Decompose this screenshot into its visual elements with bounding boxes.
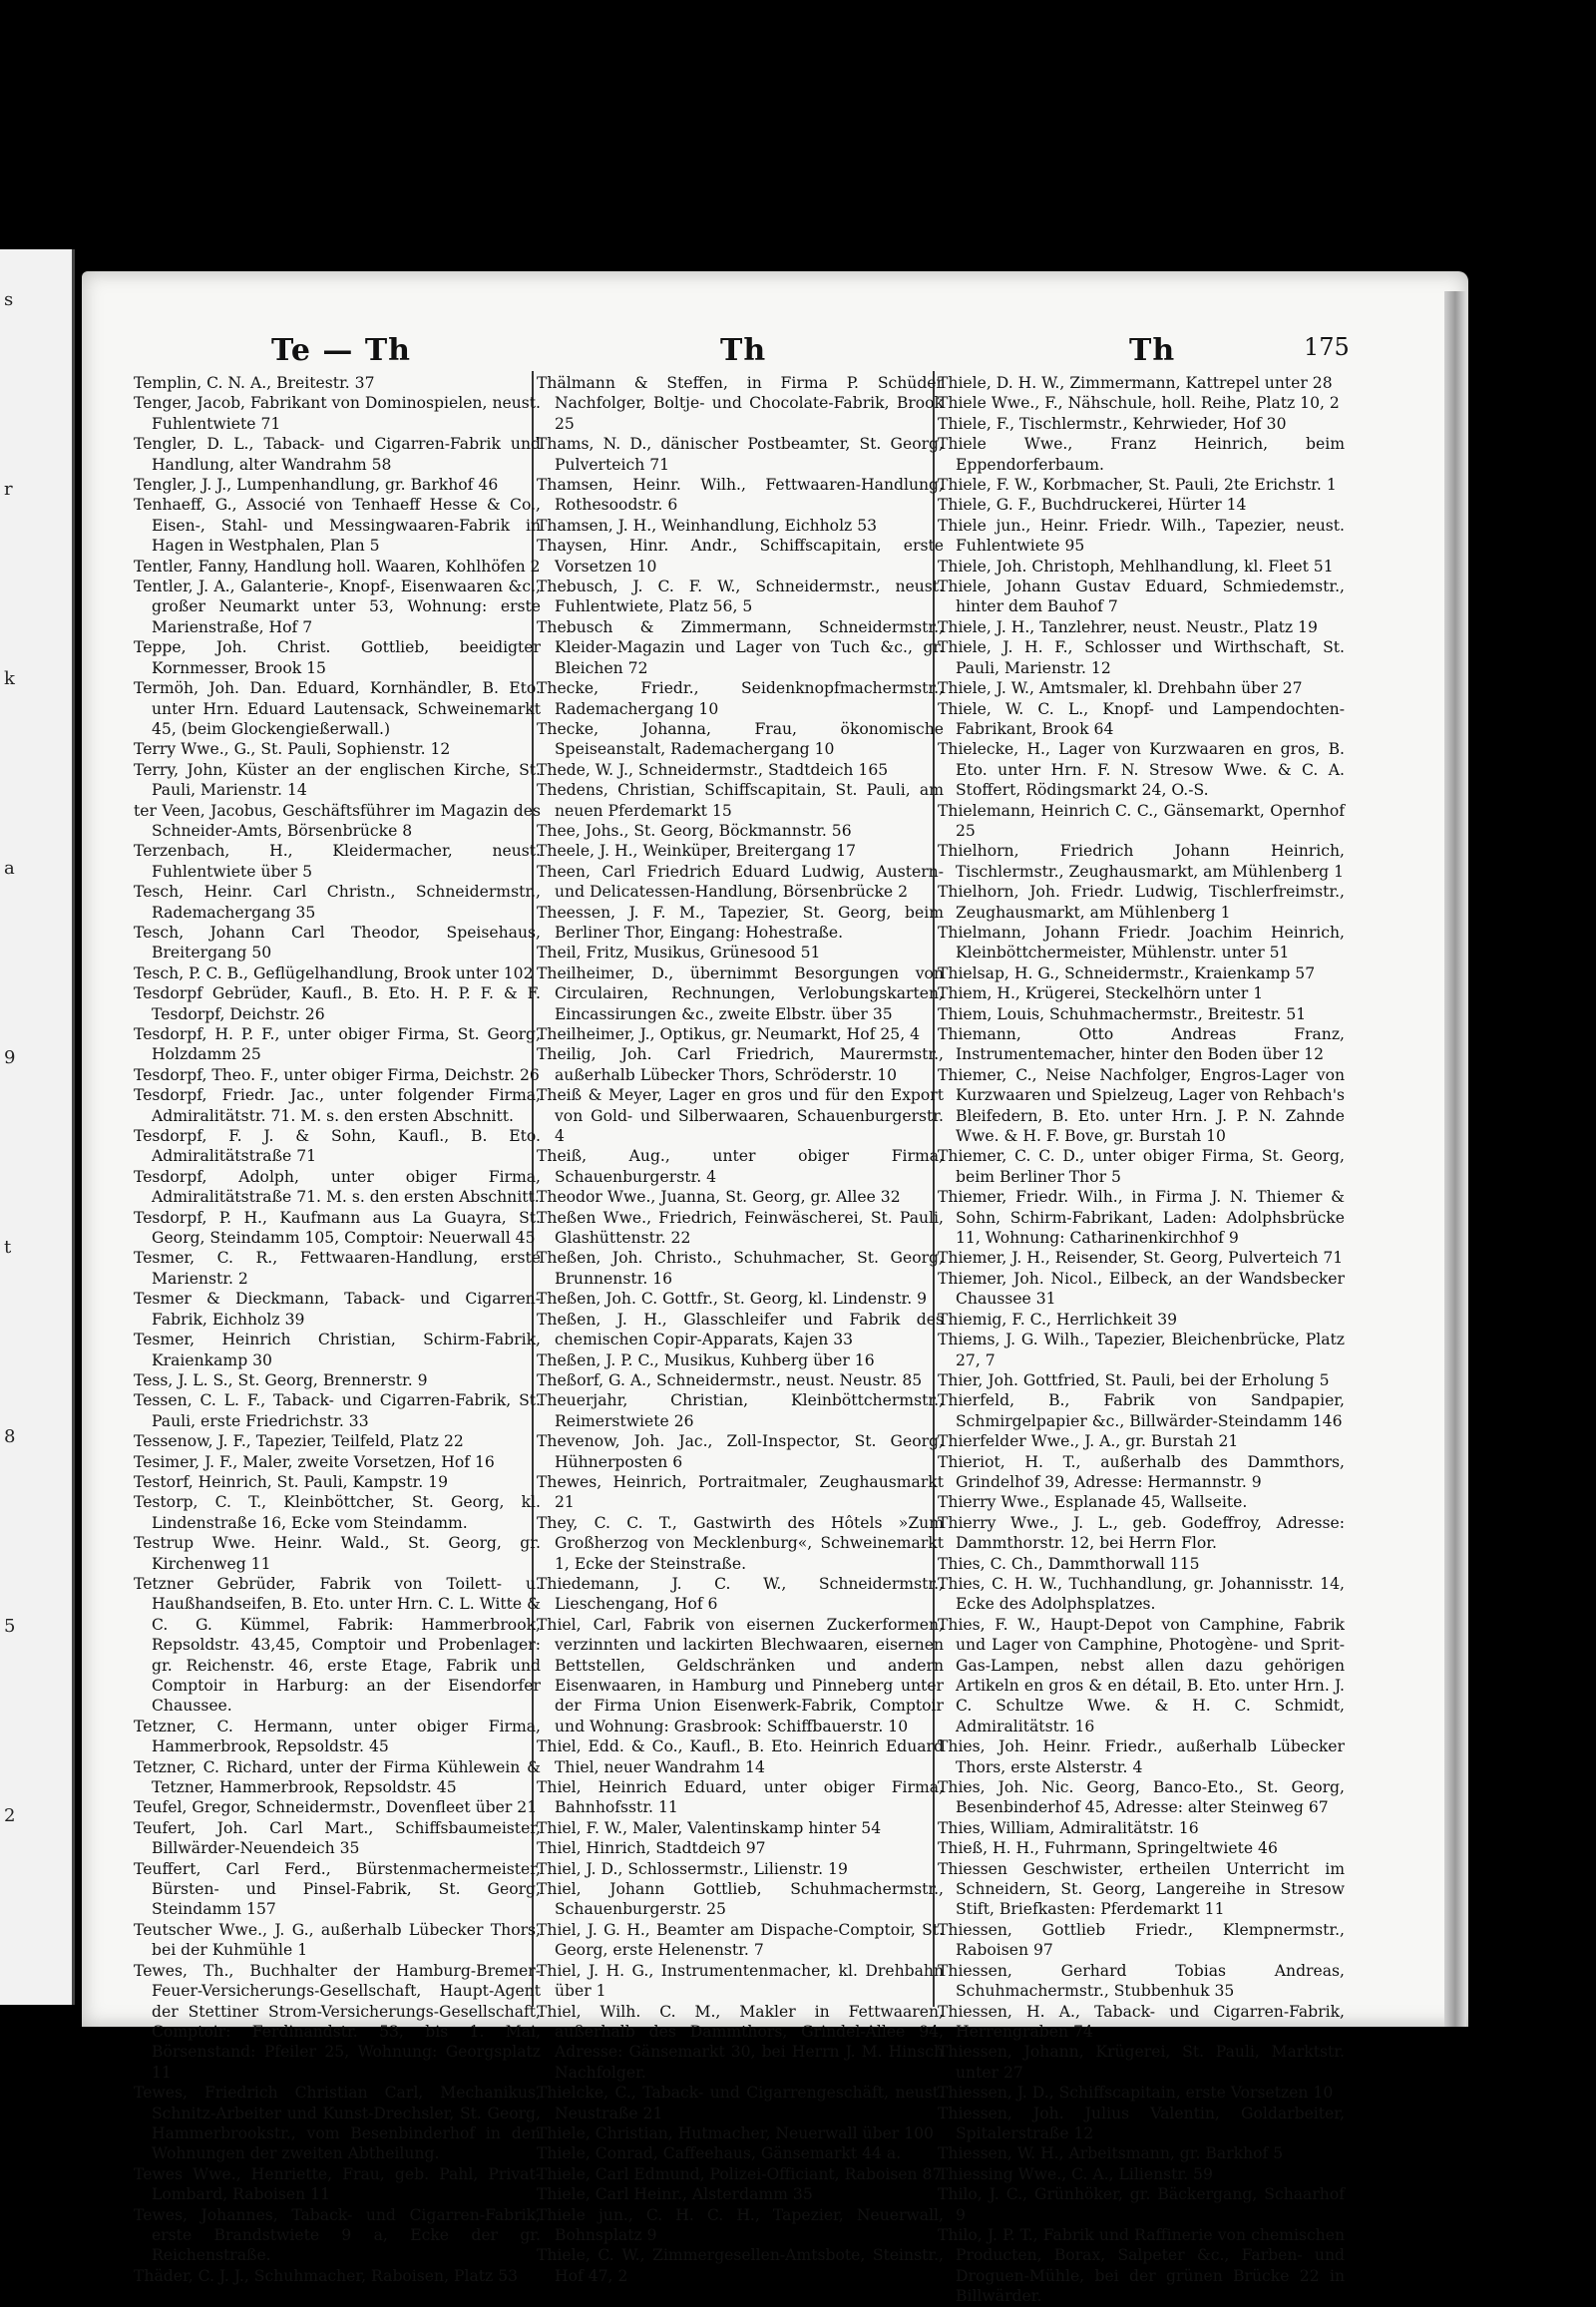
directory-entry: Thierry Wwe., J. L., geb. Godeffroy, Adresse: Dammthorstr. 12, bei Herrn Flor.	[938, 1513, 1345, 1553]
directory-entry: Thiele, J. H. F., Schlosser und Wirthschaft, St. Pauli, Marienstr. 12	[938, 638, 1345, 677]
directory-entry: Thiessen, Johann, Krügerei, St. Pauli, Marktstr. unter 27	[938, 2043, 1345, 2082]
directory-entry: Thecke, Johanna, Frau, ökonomische Speiseanstalt, Rademachergang 10	[537, 719, 944, 759]
directory-entry: Tesimer, J. F., Maler, zweite Vorsetzen, Hof 16	[134, 1452, 495, 1471]
directory-entry: Thams, N. D., dänischer Postbeamter, St. Georg, Pulverteich 71	[537, 435, 944, 474]
directory-entry: Thielecke, H., Lager von Kurzwaaren en gros, B. Eto. unter Hrn. F. N. Stresow Wwe. & C. A. Stoffert, Rödingsmarkt 24, O.-S.	[938, 740, 1345, 800]
directory-entry: Thierfeld, B., Fabrik von Sandpapier, Schmirgelpapier &c., Billwärder-Steindamm 146	[938, 1391, 1345, 1430]
directory-entry: Tenger, Jacob, Fabrikant von Dominospielen, neust. Fuhlentwiete 71	[134, 394, 541, 433]
directory-entry: Thilo, J. C., Grünhöker, gr. Bäckergang, Schaarhof 9	[938, 2185, 1345, 2224]
directory-entry: Tewes, Friedrich Christian Carl, Mechanikus, Schnitz-Arbeiter und Kunst-Drechsler, St. Georg, Hammerbrookstr., vom Besenbinderhof in den Wohnungen der zweiten Abtheilung.	[134, 2084, 541, 2163]
directory-entry: Thiele, Joh. Christoph, Mehlhandlung, kl. Fleet 51	[938, 557, 1334, 576]
directory-entry: Thiessen, Gerhard Tobias Andreas, Schuhmachermstr., Stubbenhuk 35	[938, 1961, 1345, 2001]
directory-entry: Tewes, Th., Buchhalter der Hamburg-Bremer-Feuer-Versicherungs-Gesellschaft, Haupt-Agent der Stettiner Strom-Versicherungs-Gesellschaft, Comptoir: Ferdinandstr. 53, bis 1. Mai, Börsenstand: Pfeiler 25, Wohnung: Georgsplatz 11	[134, 1961, 541, 2082]
directory-entry: Thiemer, Joh. Nicol., Eilbeck, an der Wandsbecker Chaussee 31	[938, 1269, 1345, 1309]
directory-entry: Testorf, Heinrich, St. Pauli, Kampstr. 19	[134, 1472, 449, 1491]
directory-entry: Terry Wwe., G., St. Pauli, Sophienstr. 12	[134, 740, 451, 759]
directory-entry: Thiel, Wilh. C. M., Makler in Fettwaaren, außerhalb des Dammthors, Grindel-Allee 94, Adresse: Gänsemarkt 30, bei Herrn J. M. Hinsch Nachfolger.	[537, 2002, 944, 2082]
directory-entry: Thiele, W. C. L., Knopf- und Lampendochten-Fabrikant, Brook 64	[938, 699, 1345, 738]
directory-entry: Thecke, Friedr., Seidenknopfmachermstr., Rademachergang 10	[537, 679, 944, 718]
margin-mark: r	[4, 479, 13, 500]
directory-entry: Tesdorpf, Theo. F., unter obiger Firma, Deichstr. 26	[134, 1065, 540, 1084]
directory-entry: Theßen, J. P. C., Musikus, Kuhberg über 16	[537, 1350, 875, 1369]
left-page-edge	[0, 249, 75, 2005]
directory-entry: Testorp, C. T., Kleinböttcher, St. Georg, kl. Lindenstraße 16, Ecke vom Steindamm.	[134, 1493, 541, 1532]
directory-entry: Theßen, Joh. Christo., Schuhmacher, St. Georg, Brunnenstr. 16	[537, 1249, 944, 1288]
directory-entry: Tewes Wwe., Henriette, Frau, geb. Pahl, Privat-Lombard, Raboisen 11	[134, 2164, 541, 2204]
directory-entry: Thiel, Edd. & Co., Kaufl., B. Eto. Heinrich Eduard Thiel, neuer Wandrahm 14	[537, 1737, 944, 1776]
directory-entry: Tenhaeff, G., Associé von Tenhaeff Hesse & Co., Eisen-, Stahl- und Messingwaaren-Fabrik in Hagen in Westphalen, Plan 5	[134, 496, 541, 556]
directory-entry: Thiel, J. D., Schlossermstr., Lilienstr. 19	[537, 1859, 848, 1878]
directory-entry: Thiel, J. G. H., Beamter am Dispache-Comptoir, St. Georg, erste Helenenstr. 7	[537, 1920, 944, 1960]
directory-entry: Thiel, Hinrich, Stadtdeich 97	[537, 1839, 766, 1858]
directory-entry: Thebusch & Zimmermann, Schneidermstr., Kleider-Magazin und Lager von Tuch &c., gr. Bleichen 72	[537, 617, 944, 677]
directory-entry: Thiessen, Joh. Julius Valentin, Goldarbeiter, Spitalerstraße 12	[938, 2104, 1345, 2142]
margin-mark: s	[4, 289, 14, 310]
directory-entry: Thiessen Geschwister, ertheilen Unterricht im Schneidern, St. Georg, Langereihe in Stresow Stift, Briefkasten: Pferdemarkt 11	[938, 1859, 1345, 1919]
directory-page	[82, 271, 1468, 2306]
directory-entry: Tesmer & Dieckmann, Taback- und Cigarren-Fabrik, Eichholz 39	[134, 1290, 541, 1329]
directory-entry: Templin, C. N. A., Breitestr. 37	[134, 374, 375, 392]
directory-entry: Tesch, P. C. B., Geflügelhandlung, Brook unter 102	[134, 963, 534, 982]
directory-entry: Tesmer, Heinrich Christian, Schirm-Fabrik, Kraienkamp 30	[134, 1331, 541, 1369]
directory-entry: Theilig, Joh. Carl Friedrich, Maurermstr., außerhalb Lübecker Thors, Schröderstr. 10	[537, 1045, 944, 1084]
directory-entry: Thiel, F. W., Maler, Valentinskamp hinter 54	[537, 1818, 882, 1837]
directory-entry: Theilheimer, J., Optikus, gr. Neumarkt, Hof 25, 4	[537, 1025, 921, 1043]
directory-entry: Thiele, Conrad, Caffeehaus, Gänsemarkt 44 a.	[537, 2144, 902, 2163]
margin-mark: a	[4, 858, 15, 879]
directory-entry: Thies, C. H. W., Tuchhandlung, gr. Johannisstr. 14, Ecke des Adolphsplatzes.	[938, 1574, 1345, 1614]
directory-entry: Thiedemann, J. C. W., Schneidermstr., Lieschengang, Hof 6	[537, 1574, 944, 1614]
directory-entry: Theilheimer, D., übernimmt Besorgungen von Circulairen, Rechnungen, Verlobungskarten, Eincassirungen &c., zweite Elbstr. über 35	[537, 963, 944, 1023]
directory-entry: Tetzner Gebrüder, Fabrik von Toilett- u. Haußhandseifen, B. Eto. unter Hrn. C. L. Witte & C. G. Kümmel, Fabrik: Hammerbrook, Repsoldstr. 43,45, Comptoir und Probenlager: gr. Reichenstr. 46, erste Etage, Fabrik und Comptoir in Harburg: an der Eisendorfer Chaussee.	[134, 1574, 541, 1716]
directory-entry: Thiel, Carl, Fabrik von eisernen Zuckerformen, verzinnten und lackirten Blechwaaren, eisernen Bettstellen, Geldschränken und andern Eisenwaaren, in Hamburg und Pinneberg unter der Firma Union Eisenwerk-Fabrik, Comptoir und Wohnung: Grasbrook: Schiffbauerstr. 10	[537, 1615, 944, 1735]
directory-entry: Thälmann & Steffen, in Firma P. Schüder Nachfolger, Boltje- und Chocolate-Fabrik, Brook 25	[537, 374, 944, 433]
directory-entry: Thiele, Christian, Hutmacher, Neuerwall über 100	[537, 2123, 934, 2142]
directory-entry: Thiele Wwe., F., Nähschule, holl. Reihe, Platz 10, 2	[938, 394, 1340, 413]
directory-entry: Testrup Wwe. Heinr. Wald., St. Georg, gr. Kirchenweg 11	[134, 1534, 541, 1573]
directory-entry: Theuerjahr, Christian, Kleinböttchermstr., Reimerstwiete 26	[537, 1391, 944, 1430]
margin-mark: 8	[4, 1426, 16, 1447]
directory-entry: Thiele, Carl Heinr., Alsterdamm 35	[537, 2185, 813, 2204]
directory-entry: Thiele, J. W., Amtsmaler, kl. Drehbahn über 27	[938, 679, 1303, 698]
margin-mark: 2	[4, 1805, 16, 1826]
directory-entry: Tentler, Fanny, Handlung holl. Waaren, Kohlhöfen 2	[134, 557, 541, 576]
directory-entry: Thamsen, Heinr. Wilh., Fettwaaren-Handlung, Rothesoodstr. 6	[537, 476, 944, 515]
margin-mark: t	[4, 1237, 12, 1258]
directory-entry: Thäder, C. J. J., Schuhmacher, Raboisen, Platz 53	[134, 2266, 519, 2285]
directory-entry: Thebusch, J. C. F. W., Schneidermstr., neust. Fuhlentwiete, Platz 56, 5	[537, 577, 944, 616]
column-1	[134, 373, 541, 2286]
margin-mark: k	[4, 668, 15, 689]
directory-entry: Theßen, J. H., Glasschleifer und Fabrik des chemischen Copir-Apparats, Kajen 33	[537, 1310, 944, 1349]
directory-entry: Tesmer, C. R., Fettwaaren-Handlung, erste Marienstr. 2	[134, 1249, 541, 1288]
directory-entry: Thiemig, F. C., Herrlichkeit 39	[938, 1310, 1178, 1329]
directory-entry: Tesdorpf, H. P. F., unter obiger Firma, St. Georg, Holzdamm 25	[134, 1025, 541, 1064]
column-3	[938, 373, 1345, 2307]
directory-entry: Theele, J. H., Weinküper, Breitergang 17	[537, 842, 857, 861]
running-head-left: Te — Th	[271, 333, 411, 368]
running-head-center: Th	[720, 333, 767, 368]
directory-entry: Thiel, Heinrich Eduard, unter obiger Firma, Bahnhofsstr. 11	[537, 1778, 944, 1817]
directory-entry: Tengler, J. J., Lumpenhandlung, gr. Barkhof 46	[134, 476, 499, 495]
column-2	[537, 373, 944, 2286]
directory-entry: Thiem, Louis, Schuhmachermstr., Breitestr. 51	[938, 1004, 1307, 1023]
directory-entry: Thies, C. Ch., Dammthorwall 115	[938, 1554, 1200, 1573]
directory-entry: Thielcke, C., Taback- und Cigarrengeschäft, neust. Neustraße 21	[537, 2084, 944, 2122]
directory-entry: Thiessen, Gottlieb Friedr., Klempnermstr., Raboisen 97	[938, 1920, 1345, 1960]
directory-entry: Teutscher Wwe., J. G., außerhalb Lübecker Thors, bei der Kuhmühle 1	[134, 1920, 541, 1960]
directory-entry: They, C. C. T., Gastwirth des Hôtels »Zum Großherzog von Mecklenburg«, Schweinemarkt 1, Ecke der Steinstraße.	[537, 1513, 944, 1573]
directory-entry: Thiele, F. W., Korbmacher, St. Pauli, 2te Erichstr. 1	[938, 476, 1337, 495]
directory-entry: Tengler, D. L., Taback- und Cigarren-Fabrik und Handlung, alter Wandrahm 58	[134, 435, 541, 474]
directory-entry: Thevenow, Joh. Jac., Zoll-Inspector, St. Georg, Hühnerposten 6	[537, 1432, 944, 1471]
directory-entry: Thier, Joh. Gottfried, St. Pauli, bei der Erholung 5	[938, 1370, 1330, 1389]
directory-entry: Thiessing Wwe., C. A., Lilienstr. 59	[938, 2164, 1213, 2183]
directory-entry: Thiems, J. G. Wilh., Tapezier, Bleichenbrücke, Platz 27, 7	[938, 1331, 1345, 1369]
directory-entry: Tetzner, C. Richard, unter der Firma Kühlewein & Tetzner, Hammerbrook, Repsoldstr. 45	[134, 1757, 541, 1797]
directory-entry: Teufert, Joh. Carl Mart., Schiffsbaumeister, Billwärder-Neuendeich 35	[134, 1818, 541, 1858]
directory-entry: Tesdorpf, Adolph, unter obiger Firma, Admiralitätstraße 71. M. s. den ersten Abschnitt.	[134, 1167, 541, 1207]
directory-entry: Tessenow, J. F., Tapezier, Teilfeld, Platz 22	[134, 1432, 464, 1451]
directory-entry: Tetzner, C. Hermann, unter obiger Firma, Hammerbrook, Repsoldstr. 45	[134, 1717, 541, 1756]
directory-entry: Theiß, Aug., unter obiger Firma, Schauenburgerstr. 4	[537, 1147, 944, 1186]
directory-entry: Thies, William, Admiralitätstr. 16	[938, 1818, 1199, 1837]
directory-entry: Tewes, Johannes, Taback- und Cigarren-Fabrik, erste Brandstwiete 9 a, Ecke der gr. Reichenstraße.	[134, 2205, 541, 2265]
directory-entry: Tentler, J. A., Galanterie-, Knopf-, Eisenwaaren &c., großer Neumarkt unter 53, Wohnung: erste Marienstraße, Hof 7	[134, 577, 541, 636]
directory-entry: Thiel, Johann Gottlieb, Schuhmachermstr., Schauenburgerstr. 25	[537, 1880, 944, 1919]
directory-entry: Thiele Wwe., Franz Heinrich, beim Eppendorferbaum.	[938, 435, 1345, 474]
directory-entry: Thierfelder Wwe., J. A., gr. Burstah 21	[938, 1432, 1239, 1451]
directory-entry: Thewes, Heinrich, Portraitmaler, Zeughausmarkt 21	[537, 1472, 944, 1512]
directory-entry: Thamsen, J. H., Weinhandlung, Eichholz 53	[537, 516, 878, 535]
directory-entry: Thielmann, Johann Friedr. Joachim Heinrich, Kleinböttchermeister, Mühlenstr. unter 51	[938, 923, 1345, 962]
directory-entry: Theßen, Joh. C. Gottfr., St. Georg, kl. Lindenstr. 9	[537, 1290, 928, 1309]
directory-entry: Thiele, Johann Gustav Eduard, Schmiedemstr., hinter dem Bauhof 7	[938, 577, 1345, 616]
directory-entry: Terzenbach, H., Kleidermacher, neust. Fuhlentwiete über 5	[134, 842, 541, 881]
directory-entry: Thiele, C. W., Zimmergesellen-Amtsbote, Steinstr., Hof 47, 2	[537, 2246, 944, 2285]
directory-entry: Tesdorpf, Friedr. Jac., unter folgender Firma, Admiralitätstr. 71. M. s. den ersten Abschnitt.	[134, 1086, 541, 1125]
directory-entry: Theßen Wwe., Friedrich, Feinwäscherei, St. Pauli, Glashüttenstr. 22	[537, 1208, 944, 1248]
directory-entry: Thilo, J. P. T., Fabrik und Raffinerie von chemischen Producten, Borax, Salpeter &c., Farben- und Droguen-Mühle, bei der grünen Brücke 22 in Billwärder.	[938, 2225, 1345, 2306]
directory-entry: Thiemann, Otto Andreas Franz, Instrumentemacher, hinter den Boden über 12	[938, 1025, 1345, 1064]
directory-entry: Tess, J. L. S., St. Georg, Brennerstr. 9	[134, 1370, 428, 1389]
directory-entry: Thiele, F., Tischlermstr., Kehrwieder, Hof 30	[938, 414, 1287, 433]
directory-entry: Thieß, H. H., Fuhrmann, Springeltwiete 46	[938, 1839, 1278, 1858]
directory-entry: Thede, W. J., Schneidermstr., Stadtdeich 165	[537, 760, 889, 779]
page-edge	[1444, 291, 1466, 2027]
directory-entry: Thiele, G. F., Buchdruckerei, Hürter 14	[938, 496, 1247, 515]
margin-mark: 9	[4, 1047, 16, 1068]
directory-entry: Theessen, J. F. M., Tapezier, St. Georg, beim Berliner Thor, Eingang: Hohestraße.	[537, 903, 944, 942]
directory-entry: Thiemer, Friedr. Wilh., in Firma J. N. Thiemer & Sohn, Schirm-Fabrikant, Laden: Adolphsbrücke 11, Wohnung: Catharinenkirchhof 9	[938, 1188, 1345, 1248]
directory-entry: Thiemer, C., Neise Nachfolger, Engros-Lager von Kurzwaaren und Spielzeug, Lager von Rehbach's Bleifedern, B. Eto. unter Hrn. J. P. N. Zahnde Wwe. & H. F. Bove, gr. Burstah 10	[938, 1065, 1345, 1146]
directory-entry: Thieriot, H. T., außerhalb des Dammthors, Grindelhof 39, Adresse: Hermannstr. 9	[938, 1452, 1345, 1491]
directory-entry: Thies, Joh. Heinr. Friedr., außerhalb Lübecker Thors, erste Alsterstr. 4	[938, 1737, 1345, 1776]
directory-entry: Thiessen, W. H., Arbeitsmann, gr. Barkhof 5	[938, 2144, 1284, 2163]
directory-entry: Thiele, J. H., Tanzlehrer, neust. Neustr., Platz 19	[938, 617, 1318, 636]
directory-entry: Tessen, C. L. F., Taback- und Cigarren-Fabrik, St. Pauli, erste Friedrichstr. 33	[134, 1391, 541, 1430]
directory-entry: Thielemann, Heinrich C. C., Gänsemarkt, Opernhof 25	[938, 801, 1345, 840]
directory-entry: Theen, Carl Friedrich Eduard Ludwig, Austern- und Delicatessen-Handlung, Börsenbrücke 2	[537, 862, 944, 902]
directory-entry: Thiele, Carl Edmund, Polizei-Officiant, Raboisen 87	[537, 2164, 943, 2183]
directory-entry: Thiele jun., C. H. C. H., Tapezier, Neuerwall, Bohnsplatz 9	[537, 2205, 944, 2244]
directory-entry: Thies, Joh. Nic. Georg, Banco-Eto., St. Georg, Besenbinderhof 45, Adresse: alter Steinweg 67	[938, 1778, 1345, 1817]
directory-entry: Termöh, Joh. Dan. Eduard, Kornhändler, B. Eto. unter Hrn. Eduard Lautensack, Schweinemarkt 45, (beim Glockengießerwall.)	[134, 679, 541, 738]
directory-entry: Thiemer, C. C. D., unter obiger Firma, St. Georg, beim Berliner Thor 5	[938, 1147, 1345, 1186]
directory-entry: Teufel, Gregor, Schneidermstr., Dovenfleet über 21	[134, 1798, 538, 1817]
directory-entry: Thielhorn, Friedrich Johann Heinrich, Tischlermstr., Zeughausmarkt, am Mühlenberg 1	[938, 842, 1345, 881]
directory-entry: Tesch, Johann Carl Theodor, Speisehaus, Breitergang 50	[134, 923, 541, 962]
directory-entry: Thiem, H., Krügerei, Steckelhörn unter 1	[938, 984, 1264, 1003]
running-head-right: Th	[1129, 333, 1176, 368]
directory-entry: Thielhorn, Joh. Friedr. Ludwig, Tischlerfreimstr., Zeughausmarkt, am Mühlenberg 1	[938, 883, 1345, 922]
directory-entry: Tesdorpf, P. H., Kaufmann aus La Guayra, St. Georg, Steindamm 105, Comptoir: Neuerwall 45	[134, 1208, 541, 1248]
directory-entry: Thiemer, J. H., Reisender, St. Georg, Pulverteich 71	[938, 1249, 1344, 1268]
directory-entry: Thedens, Christian, Schiffscapitain, St. Pauli, am neuen Pferdemarkt 15	[537, 781, 944, 820]
directory-entry: Tesch, Heinr. Carl Christn., Schneidermstr., Rademachergang 35	[134, 883, 541, 922]
directory-entry: Terry, John, Küster an der englischen Kirche, St. Pauli, Marienstr. 14	[134, 760, 541, 800]
directory-entry: Thiessen, H. A., Taback- und Cigarren-Fabrik, Herrengraben 74	[938, 2002, 1345, 2041]
directory-entry: Thaysen, Hinr. Andr., Schiffscapitain, erste Vorsetzen 10	[537, 537, 944, 576]
directory-entry: Thiel, J. H. G., Instrumentenmacher, kl. Drehbahn über 1	[537, 1961, 944, 2001]
directory-entry: Theßorf, G. A., Schneidermstr., neust. Neustr. 85	[537, 1370, 923, 1389]
directory-entry: Theiß & Meyer, Lager en gros und für den Export von Gold- und Silberwaaren, Schauenburgerstr. 4	[537, 1086, 944, 1146]
directory-entry: Theil, Fritz, Musikus, Grünesood 51	[537, 944, 821, 962]
directory-entry: Thielsap, H. G., Schneidermstr., Kraienkamp 57	[938, 963, 1316, 982]
directory-entry: Thee, Johs., St. Georg, Böckmannstr. 56	[537, 821, 852, 840]
directory-entry: Tesdorpf Gebrüder, Kaufl., B. Eto. H. P. F. & F. Tesdorpf, Deichstr. 26	[134, 984, 541, 1023]
directory-entry: Thiele, D. H. W., Zimmermann, Kattrepel unter 28	[938, 374, 1333, 392]
page-number: 175	[1304, 333, 1350, 361]
directory-entry: Thierry Wwe., Esplanade 45, Wallseite.	[938, 1493, 1248, 1512]
directory-entry: Tesdorpf, F. J. & Sohn, Kaufl., B. Eto. Admiralitätstraße 71	[134, 1127, 541, 1166]
directory-entry: ter Veen, Jacobus, Geschäftsführer im Magazin des Schneider-Amts, Börsenbrücke 8	[134, 801, 541, 840]
directory-entry: Thies, F. W., Haupt-Depot von Camphine, Fabrik und Lager von Camphine, Photogène- und Sprit-Gas-Lampen, nebst allen dazu gehörigen Artikeln en gros & en détail, B. Eto. unter Hrn. J. C. Schultze Wwe. & H. C. Schmidt, Admiralitätstr. 16	[938, 1615, 1345, 1735]
directory-entry: Thiele jun., Heinr. Friedr. Wilh., Tapezier, neust. Fuhlentwiete 95	[938, 516, 1345, 556]
directory-entry: Theodor Wwe., Juanna, St. Georg, gr. Allee 32	[537, 1188, 901, 1207]
margin-mark: 5	[4, 1616, 16, 1637]
directory-entry: Teuffert, Carl Ferd., Bürstenmachermeister, Bürsten- und Pinsel-Fabrik, St. Georg, Steindamm 157	[134, 1859, 541, 1919]
directory-entry: Teppe, Joh. Christ. Gottlieb, beeidigter Kornmesser, Brook 15	[134, 638, 541, 677]
directory-entry: Thiessen, J. D., Schiffscapitain, erste Vorsetzen 10	[938, 2084, 1334, 2103]
